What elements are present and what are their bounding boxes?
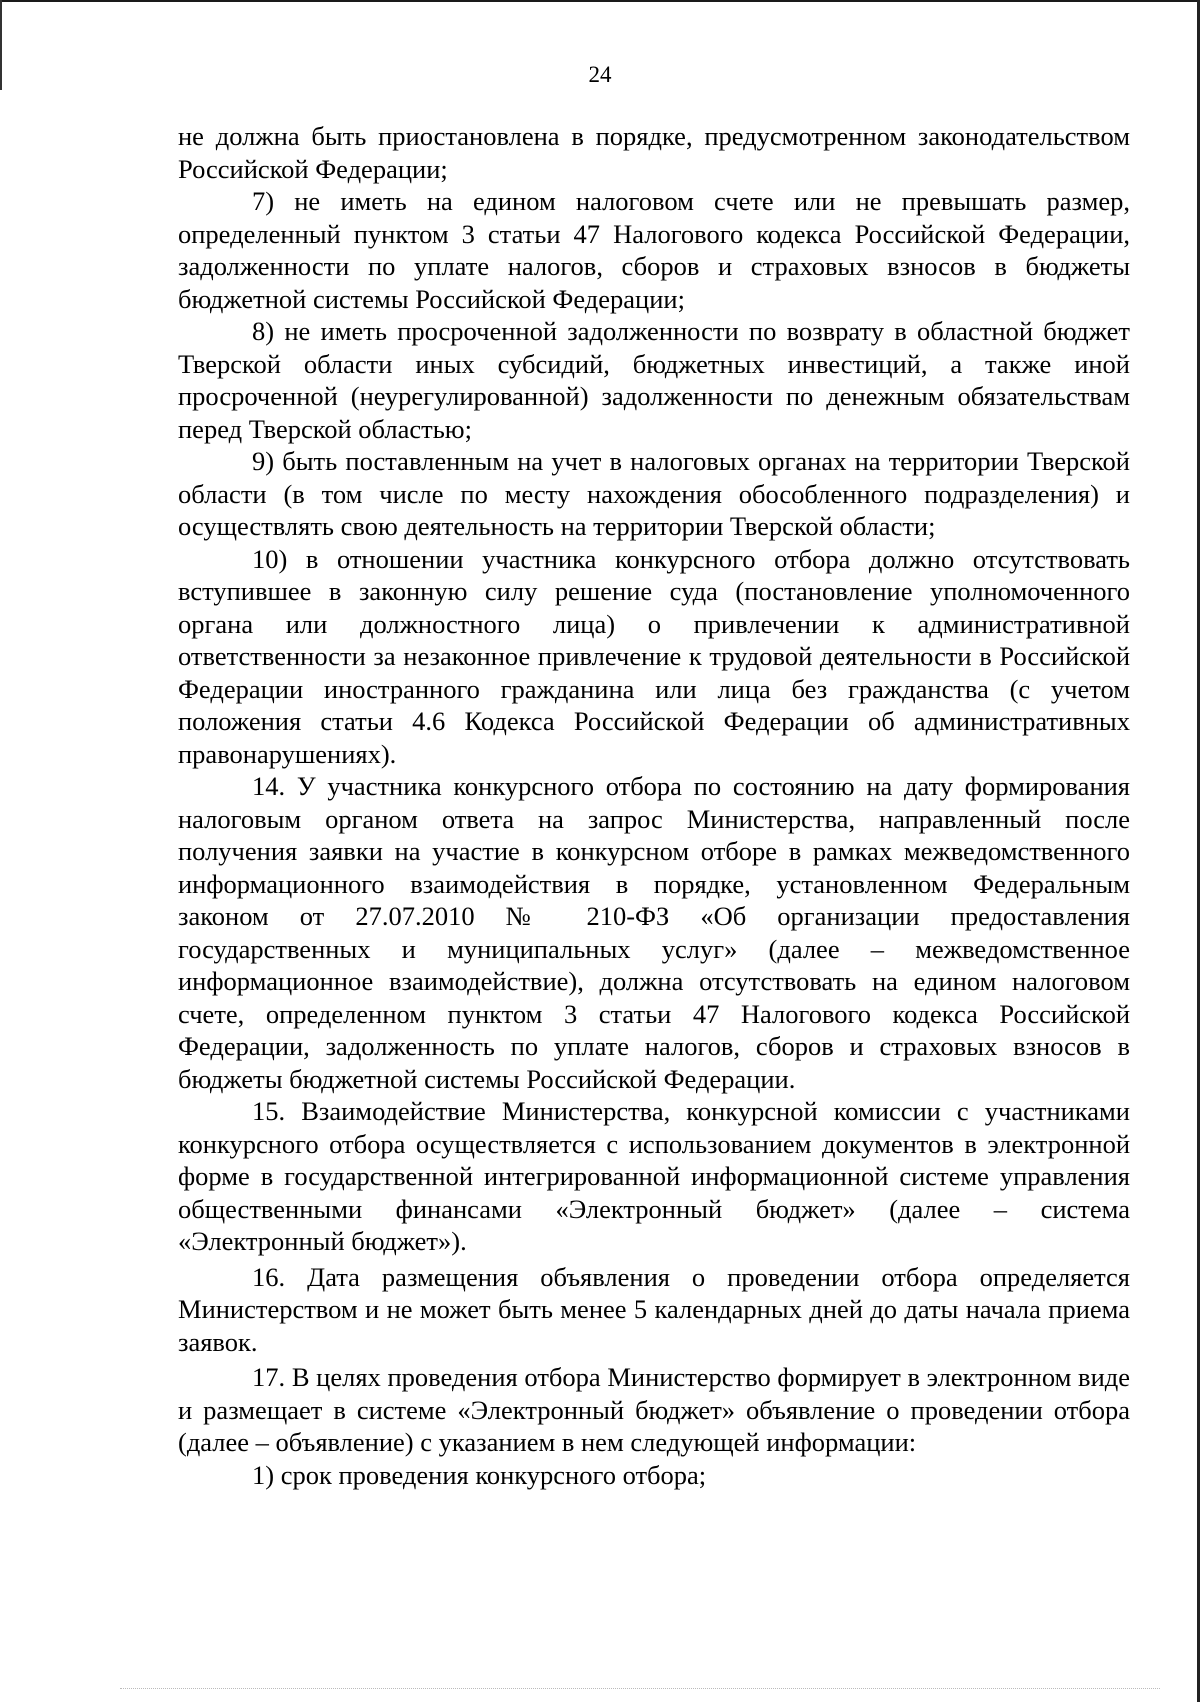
paragraph-subitem-1: 1) срок проведения конкурсного отбора; xyxy=(252,1459,707,1490)
paragraph-clause-14: 14. У участника конкурсного отбора по состоянию на дату формирования налоговым органом ответа на запрос Министерства, направленный после получения заявки на участие в конкурсном отборе в рамках межведомственного информационного взаимодействия в порядке, установленном Федеральным законом от 27.07.2010 № 210-ФЗ «Об организации предоставления государственных и муниципальных услуг» (далее – межведомственное информационное взаимодействие), должна отсутствовать на едином налоговом счете, определенном пунктом 3 статьи 47 Налогового кодекса Российской Федерации, задолженность по уплате налогов, сборов и страховых взносов в бюджеты бюджетной системы Российской Федерации. xyxy=(178,771,1130,1094)
paragraph-item-9: 9) быть поставленным на учет в налоговых органах на территории Тверской области (в том числе по месту нахождения обособленного подразделения) и осуществлять свою деятельность на территории Тверской области; xyxy=(178,446,1130,541)
document-body xyxy=(178,120,1130,1491)
paragraph-clause-17: 17. В целях проведения отбора Министерство формирует в электронном виде и размещает в системе «Электронный бюджет» объявление о проведении отбора (далее – объявление) с указанием в нем следующей информации: xyxy=(178,1362,1130,1457)
paragraph-item-7: 7) не иметь на едином налоговом счете или не превышать размер, определенный пунктом 3 статьи 47 Налогового кодекса Российской Федерации, задолженности по уплате налогов, сборов и страховых взносов в бюджеты бюджетной системы Российской Федерации; xyxy=(178,186,1130,314)
paragraph-item-8: 8) не иметь просроченной задолженности по возврату в областной бюджет Тверской области иных субсидий, бюджетных инвестиций, а также иной просроченной (неурегулированной) задолженности по денежным обязательствам перед Тверской областью; xyxy=(178,316,1130,444)
paragraph-clause-16: 16. Дата размещения объявления о проведении отбора определяется Министерством и не может быть менее 5 календарных дней до даты начала приема заявок. xyxy=(178,1261,1130,1357)
paragraph-item-10: 10) в отношении участника конкурсного отбора должно отсутствовать вступившее в законную силу решение суда (постановление уполномоченного органа или должностного лица) о привлечении к административной ответственности за незаконное привлечение к трудовой деятельности в Российской Федерации иностранного гражданина или лица без гражданства (с учетом положения статьи 4.6 Кодекса Российской Федерации об административных правонарушениях). xyxy=(178,543,1130,769)
page-number: 24 xyxy=(588,62,612,87)
scan-border-top xyxy=(0,0,1200,2)
scan-noise-bottom xyxy=(120,1688,1160,1691)
paragraph-clause-15: 15. Взаимодействие Министерства, конкурсной комиссии с участниками конкурсного отбора осуществляется с использованием документов в электронной форме в государственной интегрированной информационной системе управления общественными финансами «Электронный бюджет» (далее – система «Электронный бюджет»). xyxy=(178,1096,1130,1256)
paragraph-continuation: не должна быть приостановлена в порядке, предусмотренном законодательством Российской Федерации; xyxy=(178,121,1130,184)
